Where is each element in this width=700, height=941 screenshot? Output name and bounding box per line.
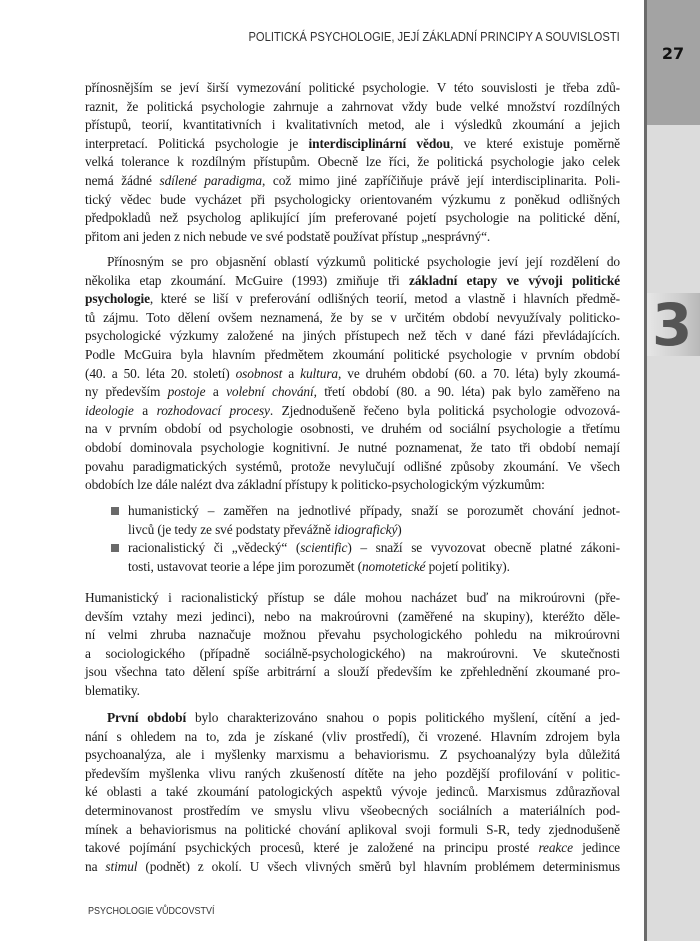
sidebar-strip — [647, 125, 700, 941]
text-line: přístupů, teorií, kvantitativních i kvalitativních metod, ale i výsledků zkoumání a jejich — [85, 117, 620, 133]
text-line: ny především postoje a volební chování, třetí období (80. a 90. léta) pak bylo zaměřeno na — [85, 384, 620, 400]
text-line: přínosnějším se jeví širší vymezování politické psychologie. V této souvislosti je třeba zdů- — [85, 80, 620, 95]
text-line: interpretací. Politická psychologie je interdisciplinární vědou, ve které existuje poměrně — [85, 135, 620, 151]
text-line: na stimul (podnět) z okolí. U všech vlivných směrů byl hlavním problémem determinismus — [85, 858, 620, 874]
text-line: na v prvním období od psychologie osobnosti, ve druhém od sociální psychologie a třetímu — [85, 421, 620, 437]
italic-term: volební chování — [226, 384, 314, 400]
text-line: (40. a 50. léta 20. století) osobnost a kultura, ve druhém období (60. a 70. léta) byly zkoumá- — [85, 365, 620, 381]
italic-term: idiografický — [334, 521, 398, 537]
page-number: 27 — [661, 44, 685, 63]
bold-term: základní etapy ve vývoji politické — [409, 272, 620, 288]
bold-term: psychologie — [85, 291, 150, 307]
text-line: Přínosným se pro objasnění oblastí výzkumů politické psychologie jeví její rozdělení do — [107, 254, 620, 269]
text-line: ní velmi zhruba naznačuje možnou převahu psychologického pohledu na mikroúrovni — [85, 627, 620, 643]
bullet-item-humanistic — [111, 502, 620, 539]
text-line: především myšlenka vlivu raných zkušeností dítěte na jeho pozdější profilování v politic- — [85, 765, 620, 781]
italic-term: stimul — [105, 858, 138, 874]
italic-term: nomotetické — [361, 558, 426, 574]
running-header: POLITICKÁ PSYCHOLOGIE, JEJÍ ZÁKLADNÍ PRINCIPY A SOUVISLOSTI — [248, 29, 620, 44]
text-line: nání s ohledem na to, zda je získané (vliv prostředí), či vrozené. Hlavním zdrojem byla — [85, 728, 620, 744]
text-line: Humanistický i racionalistický přístup se dále mohou nacházet buď na mikroúrovni (pře- — [85, 590, 620, 605]
chapter-number: 3 — [652, 291, 693, 359]
italic-term: rozhodovací procesy — [156, 402, 270, 418]
text-line: psychoanalýza, ale i myšlenky marxismu a behaviorismu. Z psychoanalýzy byla důležitá — [85, 747, 620, 763]
bullet-text-line: livců (je tedy ze své podstaty převážně idiografický) — [128, 521, 402, 537]
text-line: obdobích lze dále nalézt dva základní přístupy k politicko-psychologickým výzkumům: — [85, 477, 545, 493]
italic-term: reakce — [538, 840, 573, 856]
bullet-text-line: tosti, ustavovat teorie a lépe jim porozumět (nomotetické pojetí politiky). — [128, 558, 510, 574]
text-line: jsou všechna tato dělení spíše arbitrární a slouží především ke zpřehlednění zkoumané pro- — [85, 664, 620, 680]
italic-term: scientific — [300, 540, 348, 556]
bullet-text-line: racionalistický či „vědecký“ (scientific) – snaží se vyvozovat obecně platné zákoni- — [128, 540, 620, 556]
text-line: raznit, že politická psychologie zahrnuje a zahrnovat vždy bude velké množství rozdílných — [85, 98, 620, 114]
text-line: povahu paradigmatických systémů, protože nevylučují odlišné způsoby zkoumání. Ve všech — [85, 458, 620, 474]
text-line: velká tolerance k rozdílným přístupům. Obecně lze říci, že politická psychologie jako celek — [85, 154, 620, 170]
text-line: První období bylo charakterizováno snahou o popis politického myšlení, cítění a jed- — [107, 710, 620, 725]
text-line: ké oblasti a také zkoumání patologických aspektů vývoje jedinců. Marxismus zdůrazňoval — [85, 784, 620, 800]
italic-term: osobnost — [235, 365, 283, 381]
text-line: blematiky. — [85, 682, 140, 698]
paragraph-2 — [85, 253, 620, 495]
text-line: nemá žádné sdílené paradigma, což mimo jiné zapříčiňuje právě její interdisciplinarita. Poli- — [85, 172, 620, 188]
text-line: psychologické výzkumy založené na jiných přístupech než těch v dané fázi převládajících. — [85, 328, 620, 344]
italic-term: ideologie — [85, 402, 134, 418]
square-bullet-icon — [111, 544, 119, 552]
bold-term: První období — [107, 710, 187, 725]
text-line: období dominovala psychologie kognitivní. Je nutné poznamenat, že tato tři období nemají — [85, 439, 620, 455]
paragraph-3 — [85, 589, 620, 701]
bullet-item-rationalistic — [111, 539, 620, 576]
text-line: a sociologického (případně sociálně-psychologického) na makroúrovni. Ve skutečnosti — [85, 645, 620, 661]
text-line: psychologie, které se liší v preferování odlišných teorií, metod a vlastně i hlavních předmě- — [85, 291, 620, 307]
text-line: několika etap zkoumání. McGuire (1993) zmiňuje tři základní etapy ve vývoji politické — [85, 272, 620, 288]
text-line: přitom ani jeden z nich nebude ve své podstatě používat přístup „nesprávný“. — [85, 228, 491, 244]
text-line: mínek a behaviorismus na politické chování aplikoval svoji formuli S-R, tedy zjednodušeně — [85, 821, 620, 837]
text-line: předpokladů než psycholog aplikující jím preferované pojetí psychologie na politické dění, — [85, 210, 620, 226]
text-line: determinovanost prostředím ve smyslu vlivu všeobecných sociálních a materiálních pod- — [85, 802, 620, 818]
italic-term: kultura — [300, 365, 338, 381]
text-line: ideologie a rozhodovací procesy. Zjednodušeně řečeno byla politická psychologie odvozová- — [85, 402, 621, 418]
text-line: takové pojímání psychických procesů, které je založené na principu prosté reakce jedince — [85, 840, 620, 856]
bullet-list — [111, 502, 620, 576]
italic-term: sdílené paradigma — [159, 172, 262, 188]
text-line: tů zájmu. Toto dělení ovšem neznamená, že by se v určitém období nevyužívaly politicko- — [85, 309, 620, 325]
paragraph-4 — [85, 709, 620, 876]
text-line: Podle McGuira byla hlavním předmětem zkoumání politické psychologie v prvním období — [85, 346, 620, 362]
text-line: tický vědec bude vycházet při psychologicky orientovaném výzkumu z poněkud odlišných — [85, 191, 620, 207]
italic-term: postoje — [167, 384, 206, 400]
text-line: devším vztahy mezi jedinci), nebo na makroúrovni (zaměřené na skupiny), kteréžto děle- — [85, 608, 620, 624]
bold-term: interdisciplinární vědou — [308, 135, 451, 151]
paragraph-1 — [85, 79, 620, 246]
bullet-text-line: humanistický – zaměřen na jednotlivé případy, snaží se porozumět chování jednot- — [128, 503, 620, 518]
running-footer: PSYCHOLOGIE VŮDCOVSTVÍ — [88, 906, 215, 917]
square-bullet-icon — [111, 507, 119, 515]
